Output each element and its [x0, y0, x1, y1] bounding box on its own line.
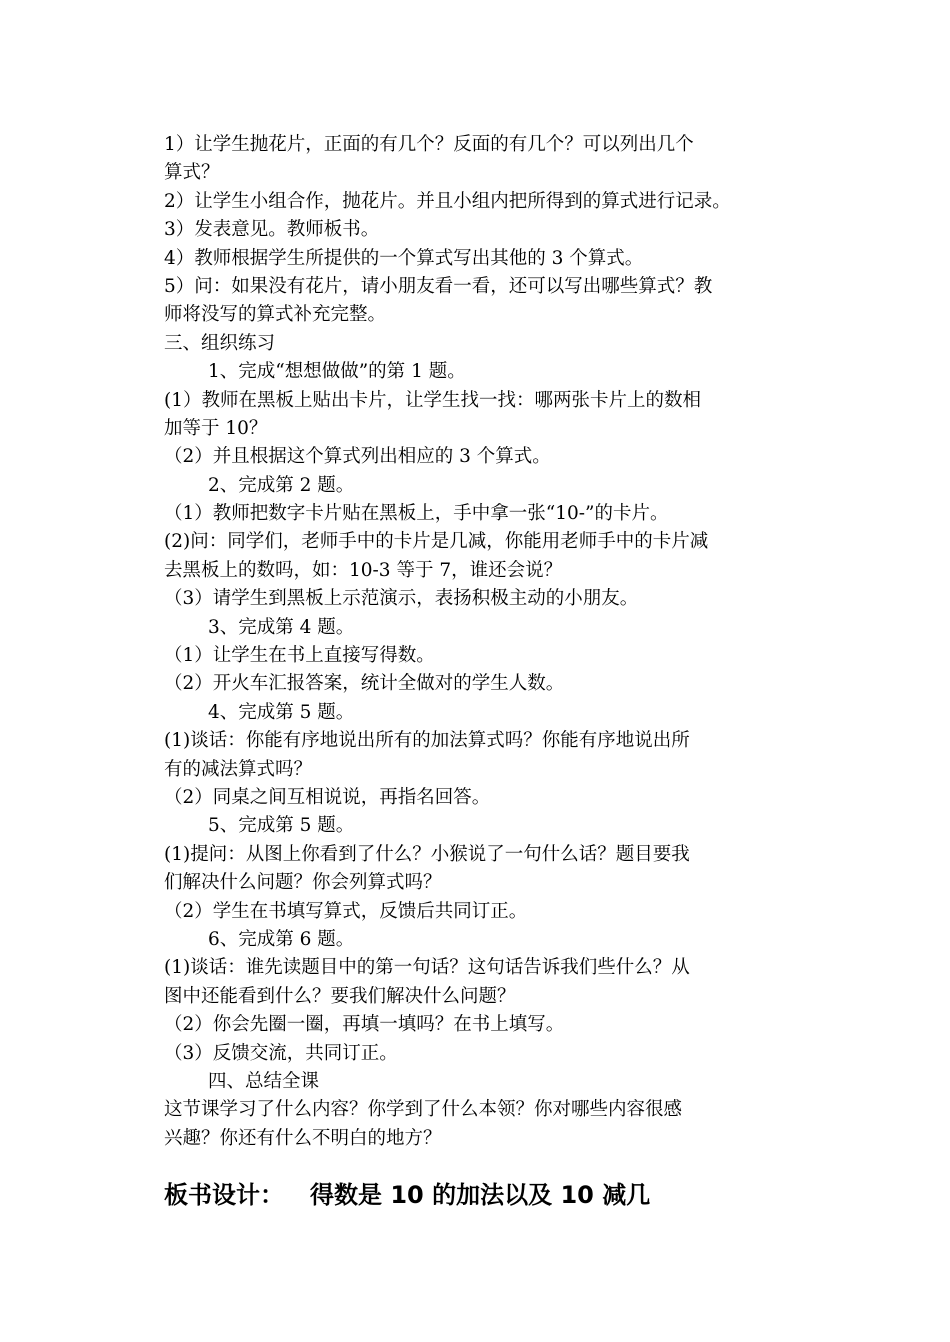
text-line: 4、完成第 5 题。	[208, 701, 355, 723]
text-line: 3、完成第 4 题。	[208, 616, 355, 638]
text-line: 们解决什么问题？你会列算式吗？	[164, 872, 442, 894]
text-line: 三、组织练习	[164, 332, 276, 354]
text-line: 有的减法算式吗？	[164, 758, 313, 780]
text-line: （2）学生在书填写算式，反馈后共同订正。	[164, 900, 528, 922]
text-line: （2）并且根据这个算式列出相应的 3 个算式。	[164, 446, 551, 468]
text-line: 加等于 10？	[164, 417, 268, 439]
text-line: 兴趣？你还有什么不明白的地方？	[164, 1127, 442, 1149]
board-design-label: 板书设计：	[164, 1181, 284, 1209]
board-design-heading	[164, 1177, 814, 1213]
text-line: （1）教师把数字卡片贴在黑板上，手中拿一张“10-”的卡片。	[164, 503, 669, 525]
text-line: (1)谈话：你能有序地说出所有的加法算式吗？你能有序地说出所	[164, 730, 690, 752]
text-line: 去黑板上的数吗，如：10-3 等于 7，谁还会说？	[164, 559, 563, 581]
text-line: 5）问：如果没有花片，请小朋友看一看，还可以写出哪些算式？教	[164, 275, 713, 297]
text-line: (1)谈话：谁先读题目中的第一句话？这句话告诉我们些什么？从	[164, 957, 690, 979]
text-line: 1）让学生抛花片，正面的有几个？反面的有几个？可以列出几个	[164, 134, 694, 155]
board-design-title: 得数是 10 的加法以及 10 减几	[310, 1181, 651, 1209]
lesson-plan-body	[164, 131, 814, 1153]
text-line: 四、总结全课	[208, 1070, 320, 1092]
text-line: 4）教师根据学生所提供的一个算式写出其他的 3 个算式。	[164, 247, 644, 269]
text-line: (1）教师在黑板上贴出卡片，让学生找一找：哪两张卡片上的数相	[164, 389, 701, 411]
text-line: （3）请学生到黑板上示范演示，表扬积极主动的小朋友。	[164, 588, 639, 610]
text-line: 3）发表意见。教师板书。	[164, 219, 380, 241]
text-line: 2）让学生小组合作，抛花片。并且小组内把所得到的算式进行记录。	[164, 190, 731, 212]
text-line: （3）反馈交流，共同订正。	[164, 1042, 398, 1064]
text-line: （2）开火车汇报答案，统计全做对的学生人数。	[164, 673, 565, 695]
text-line: （2）你会先圈一圈，再填一填吗？在书上填写。	[164, 1014, 565, 1036]
text-line: 1、完成“想想做做”的第 1 题。	[208, 361, 466, 383]
text-line: (1)提问：从图上你看到了什么？小猴说了一句什么话？题目要我	[164, 843, 690, 865]
text-line: （1）让学生在书上直接写得数。	[164, 645, 435, 667]
text-line: (2)问：同学们，老师手中的卡片是几减，你能用老师手中的卡片减	[164, 531, 709, 553]
text-line: 6、完成第 6 题。	[208, 928, 355, 950]
text-line: 这节课学习了什么内容？你学到了什么本领？你对哪些内容很感	[164, 1099, 683, 1121]
text-line: 算式？	[164, 162, 220, 184]
text-line: 师将没写的算式补充完整。	[164, 304, 387, 326]
text-line: （2）同桌之间互相说说，再指名回答。	[164, 786, 491, 808]
text-line: 2、完成第 2 题。	[208, 474, 355, 496]
text-line: 5、完成第 5 题。	[208, 815, 355, 837]
text-line: 图中还能看到什么？要我们解决什么问题？	[164, 985, 516, 1007]
